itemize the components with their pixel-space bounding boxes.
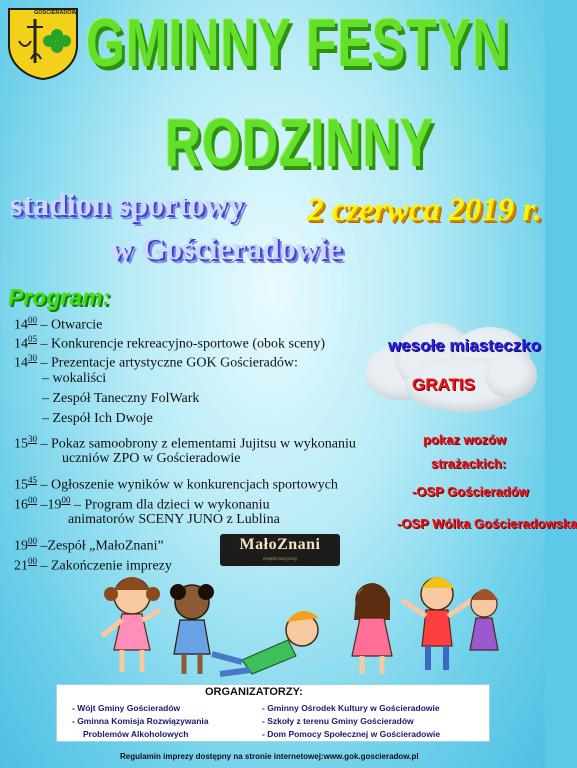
- logo-text: GOŚCIERADÓW: [34, 10, 77, 16]
- organizers-heading: ORGANIZATORZY:: [205, 686, 303, 698]
- cloud-line-1: wesołe miasteczko: [388, 336, 542, 355]
- coat-of-arms: [5, 5, 81, 81]
- program-item-5: $15^{45}$ – Ogłoszenie wyników w konkurencjach sportowych: [14, 475, 338, 493]
- fun-fair-cloud: [365, 315, 540, 415]
- program-item-3: $14^{30}$ – Prezentacje artystyczne GOK Gościeradów:: [14, 353, 298, 371]
- organizer-left-3: Problemów Alkoholowych: [83, 729, 189, 739]
- program-item-6-cont: animatorów SCENY JUNO z Lublina: [68, 512, 280, 527]
- program-subitem-2: – Zespół Taneczny FolWark: [42, 391, 200, 406]
- organizer-right-3: - Dom Pomocy Społecznej w Gościeradowie: [262, 729, 441, 739]
- program-item-6: $16^{00}$ $-19^{00}$ – Program dla dzieci w wykonaniu: [14, 495, 270, 513]
- organizer-left-1: - Wójt Gminy Gościeradów: [72, 703, 181, 713]
- fire-line-4: -OSP Wólka Gościeradowska: [397, 516, 577, 531]
- venue-line-2: w Gościeradowie: [110, 230, 342, 266]
- fire-line-2: strażackich:: [431, 456, 507, 471]
- title-line-2: RODZINNY: [165, 105, 435, 181]
- fire-line-3: -OSP Gościeradów: [412, 484, 529, 499]
- band-logo-sub: zespół muzyczny: [262, 556, 298, 561]
- program-item-4: $15^{30}$ – Pokaz samoobrony z elementami Jujitsu w wykonaniu: [14, 434, 356, 452]
- organizer-left-2: - Gminna Komisja Rozwiązywania: [72, 716, 209, 726]
- children-illustration: [92, 570, 502, 680]
- program-subitem-3: – Zespół Ich Dwoje: [42, 411, 153, 426]
- fire-line-1: pokaz wozów: [423, 432, 507, 447]
- organizer-right-2: - Szkoły z terenu Gminy Gościeradów: [262, 716, 414, 726]
- program-item-7: $19^{00}$ –Zespół „MałoZnani”: [14, 536, 164, 554]
- program-item-8: $21^{00}$ – Zakończenie imprezy: [14, 556, 172, 574]
- band-logo: [220, 534, 340, 566]
- footer-note: Regulamin imprezy dostępny na stronie internetowej:www.gok.goscieradow.pl: [120, 752, 419, 761]
- program-heading: Program:: [8, 284, 111, 310]
- program-item-1: $14^{00}$ – Otwarcie: [14, 315, 103, 333]
- program-subitem-1: – wokaliści: [42, 371, 107, 386]
- organizer-right-1: - Gminny Ośrodek Kultury w Gościeradowie: [262, 703, 440, 713]
- venue-line-1: stadion sportowy: [10, 186, 244, 222]
- band-logo-name: MałoZnani: [239, 536, 321, 553]
- event-date: 2 czerwca 2019 r.: [307, 192, 542, 228]
- program-item-2: $14^{05}$ – Konkurencje rekreacyjno-sportowe (obok sceny): [14, 334, 326, 352]
- title-line-1: GMINNY FESTYN: [86, 5, 510, 81]
- program-item-4-cont: uczniów ZPO w Gościeradowie: [62, 451, 241, 466]
- cloud-line-2: GRATIS: [412, 375, 475, 394]
